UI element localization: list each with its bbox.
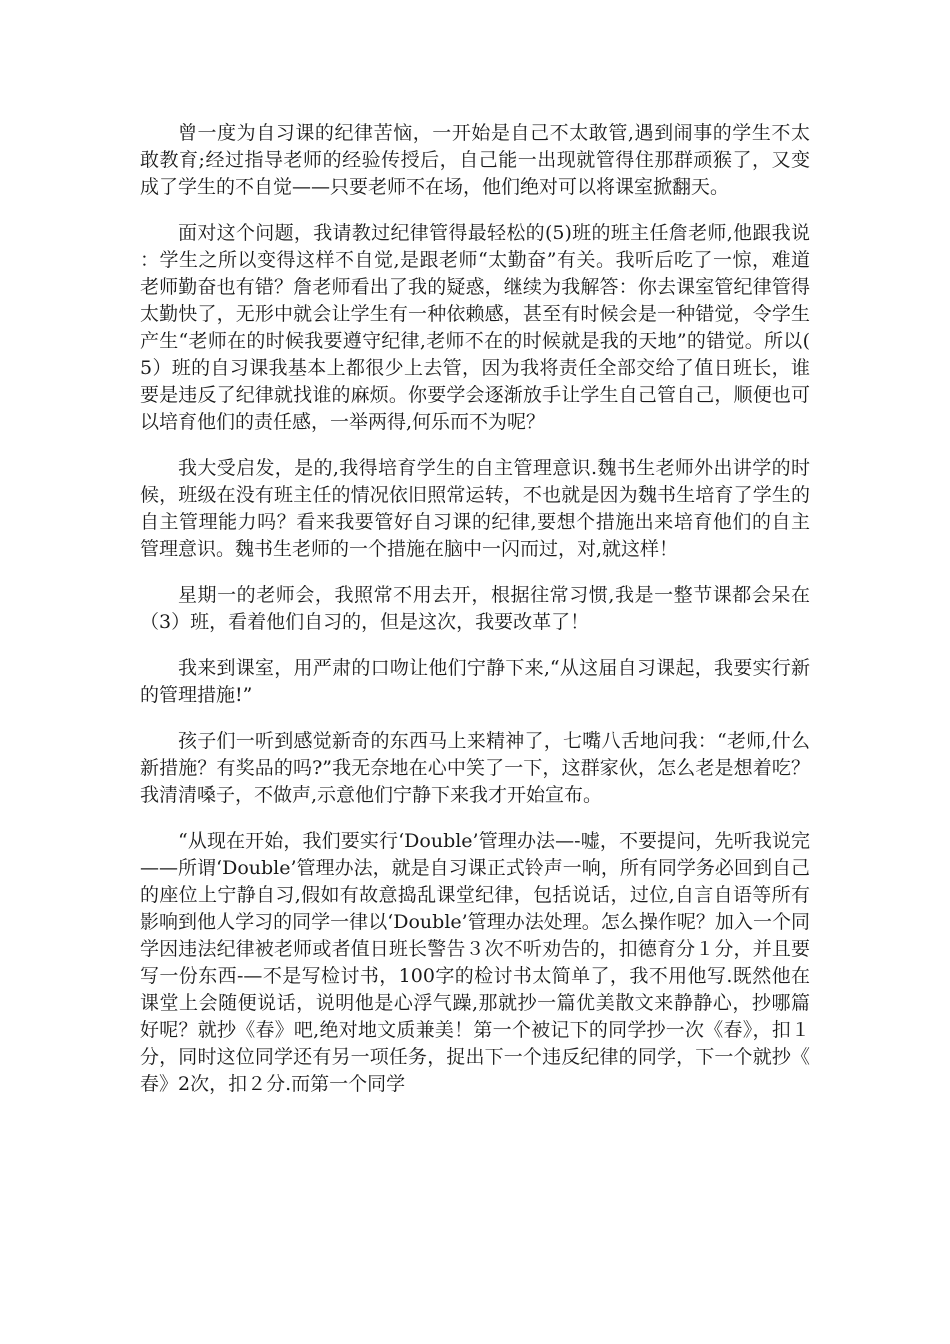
paragraph-4: 星期一的老师会，我照常不用去开，根据往常习惯,我是一整节课都会呆在（3）班，看着他们自习的，但是这次，我要改革了！ (140, 584, 810, 633)
paragraph-3: 我大受启发，是的,我得培育学生的自主管理意识.魏书生老师外出讲学的时候，班级在没有班主任的情况依旧照常运转，不也就是因为魏书生培育了学生的自主管理能力吗？看来我要管好自习课的纪律,要想个措施出来培育他们的自主管理意识。魏书生老师的一个措施在脑中一闪而过，对,就这样！ (140, 457, 810, 560)
document-page (140, 120, 810, 1117)
paragraph-1: 曾一度为自习课的纪律苦恼，一开始是自己不太敢管,遇到闹事的学生不太敢教育;经过指导老师的经验传授后，自己能一出现就管得住那群顽猴了，又变成了学生的不自觉——只要老师不在场，他们绝对可以将课室掀翻天。 (140, 122, 810, 198)
paragraph-5: 我来到课室，用严肃的口吻让他们宁静下来,“从这届自习课起，我要实行新的管理措施!” (140, 657, 810, 706)
paragraph-6: 孩子们一听到感觉新奇的东西马上来精神了，七嘴八舌地问我：“老师,什么新措施？有奖品的吗?”我无奈地在心中笑了一下，这群家伙，怎么老是想着吃？我清清嗓子，不做声,示意他们宁静下来我才开始宣布。 (140, 730, 810, 806)
paragraph-7: “从现在开始，我们要实行‘Double’管理办法—-嘘，不要提问，先听我说完——所谓‘Double’管理办法，就是自习课正式铃声一响，所有同学务必回到自己的座位上宁静自习,假如有故意捣乱课堂纪律，包括说话，过位,自言自语等所有影响到他人学习的同学一律以‘Double’管理办法处理。怎么操作呢？加入一个同学因违法纪律被老师或者值日班长警告３次不听劝告的，扣德育分１分，并且要写一份东西-—不是写检讨书，100字的检讨书太简单了，我不用他写.既然他在课堂上会随便说话，说明他是心浮气躁,那就抄一篇优美散文来静静心，抄哪篇好呢？就抄《春》吧,绝对地文质兼美！第一个被记下的同学抄一次《春》，扣１分，同时这位同学还有另一项任务，捉出下一个违反纪律的同学，下一个就抄《春》2次，扣２分.而第一个同学 (140, 830, 810, 1095)
paragraph-2: 面对这个问题，我请教过纪律管得最轻松的(5)班的班主任詹老师,他跟我说：学生之所以变得这样不自觉,是跟老师“太勤奋”有关。我听后吃了一惊，难道老师勤奋也有错？詹老师看出了我的疑惑，继续为我解答：你去课室管纪律管得太勤快了，无形中就会让学生有一种依赖感，甚至有时候会是一种错觉，令学生产生“老师在的时候我要遵守纪律,老师不在的时候就是我的天地”的错觉。所以(5）班的自习课我基本上都很少上去管，因为我将责任全部交给了值日班长，谁要是违反了纪律就找谁的麻烦。你要学会逐渐放手让学生自己管自己，顺便也可以培育他们的责任感，一举两得,何乐而不为呢？ (140, 222, 810, 433)
